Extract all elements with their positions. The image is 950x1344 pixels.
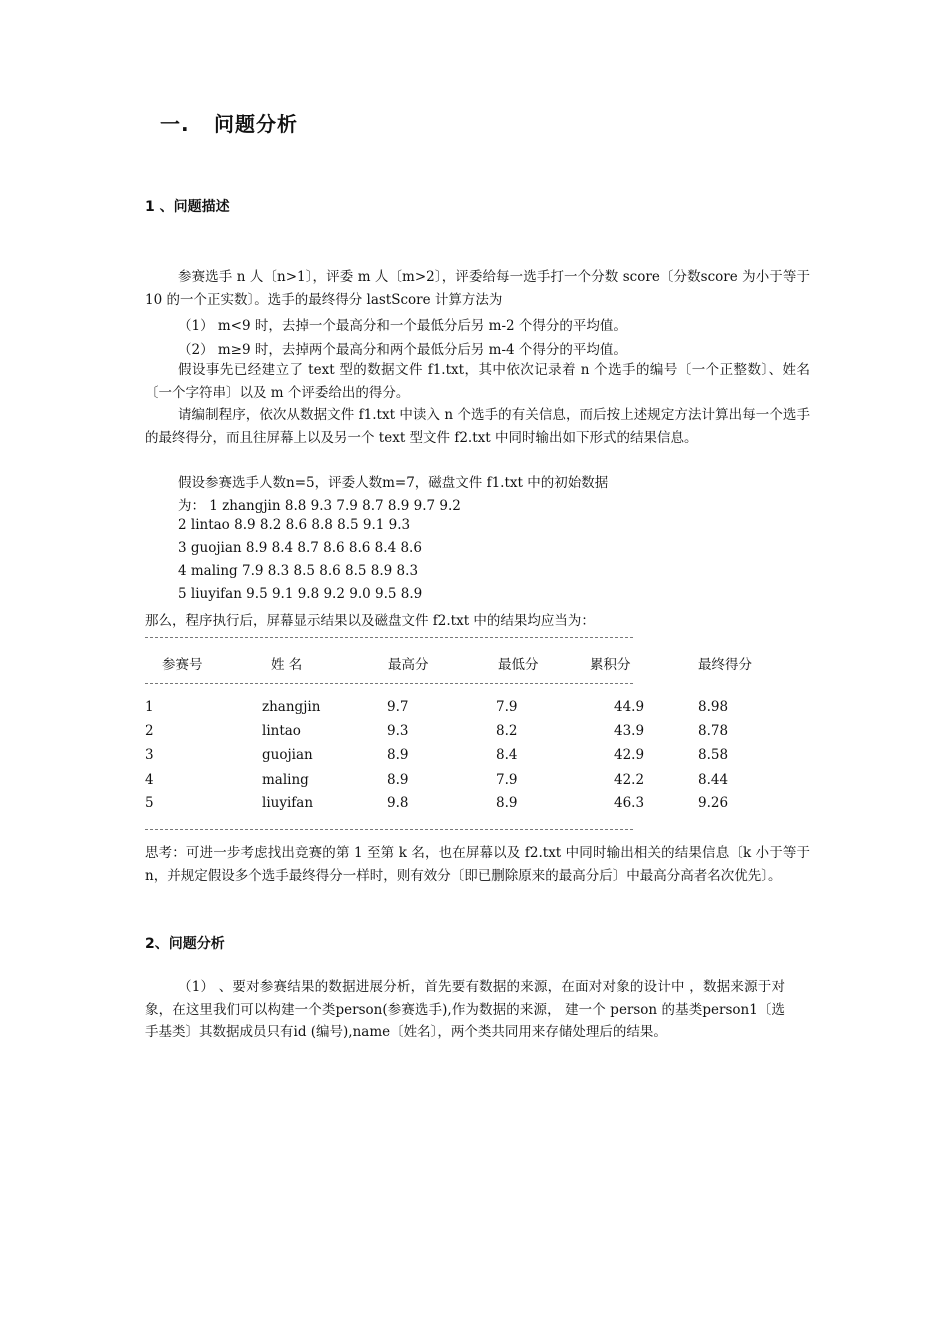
think-paragraph: 思考：可进一步考虑找出竞赛的第 1 至第 k 名，也在屏幕以及 f2.txt 中同时输出相关的结果信息〔k 小于等于 n，并规定假设多个选手最终得分一样时，则有效分〔即已删除原来的最高分后〕中最高分高者名次优先〕。 [145, 845, 810, 884]
table-divider-bottom [145, 829, 633, 830]
table-cell: 8.2 [496, 723, 518, 739]
table-divider-top [145, 637, 633, 638]
section-heading [160, 108, 298, 137]
table-cell: 9.8 [387, 795, 409, 811]
table-cell: 1 [145, 699, 154, 715]
table-cell: 46.3 [614, 795, 645, 811]
table-cell: 8.98 [698, 699, 729, 715]
data-line: 4 maling 7.9 8.3 8.5 8.6 8.5 8.9 8.3 [178, 563, 419, 579]
data-line: 3 guojian 8.9 8.4 8.7 8.6 8.6 8.4 8.6 [178, 540, 422, 556]
table-header: 姓 名 [271, 657, 303, 673]
subsection-title-analysis: 2、问题分析 [145, 936, 225, 952]
table-cell: 42.2 [614, 772, 645, 788]
data-line: 2 lintao 8.9 8.2 8.6 8.8 8.5 9.1 9.3 [178, 517, 411, 533]
table-cell: 42.9 [614, 747, 645, 763]
subsection-title-description: 1 、问题描述 [145, 199, 230, 215]
table-cell: 8.4 [496, 747, 518, 763]
table-cell: guojian [262, 747, 313, 763]
table-cell: 8.58 [698, 747, 729, 763]
table-cell: 3 [145, 747, 154, 763]
problem-paragraph-3: 请编制程序，依次从数据文件 f1.txt 中读入 n 个选手的有关信息，而后按上述规定方法计算出每一个选手的最终得分，而且往屏幕上以及另一个 text 型文件 f2.txt 中同时输出如下形式的结果信息。 [145, 407, 810, 446]
problem-paragraph-1: 参赛选手 n 人〔n>1〕，评委 m 人〔m>2〕，评委给每一选手打一个分数 score〔分数score 为小于等于 10 的一个正实数〕。选手的最终得分 lastScore 计算方法为 [145, 269, 810, 308]
table-header: 最低分 [498, 657, 539, 673]
table-cell: 8.78 [698, 723, 729, 739]
table-cell: 8.9 [496, 795, 518, 811]
table-cell: 5 [145, 795, 154, 811]
table-header: 最高分 [388, 657, 429, 673]
table-cell: liuyifan [262, 795, 314, 811]
table-cell: 9.7 [387, 699, 409, 715]
data-line: 5 liuyifan 9.5 9.1 9.8 9.2 9.0 9.5 8.9 [178, 586, 423, 602]
table-cell: 8.9 [387, 747, 409, 763]
section-title: 问题分析 [214, 112, 298, 136]
problem-paragraph-4: 假设参赛选手人数n=5，评委人数m=7，磁盘文件 f1.txt 中的初始数据 [178, 475, 609, 491]
table-cell: 2 [145, 723, 154, 739]
rule-line-2: （2） m≥9 时，去掉两个最高分和两个最低分后另 m-4 个得分的平均值。 [178, 342, 627, 358]
table-cell: 8.9 [387, 772, 409, 788]
rule-line-1: （1） m<9 时，去掉一个最高分和一个最低分后另 m-2 个得分的平均值。 [178, 318, 627, 334]
table-cell: 8.44 [698, 772, 729, 788]
table-cell: zhangjin [262, 699, 321, 715]
table-cell: 7.9 [496, 772, 518, 788]
table-cell: 43.9 [614, 723, 645, 739]
problem-paragraph-2: 假设事先已经建立了 text 型的数据文件 f1.txt，其中依次记录着 n 个选手的编号〔一个正整数〕、姓名〔一个字符串〕以及 m 个评委给出的得分。 [145, 362, 810, 401]
analysis-paragraph: （1） 、要对参赛结果的数据进展分析，首先要有数据的来源，在面对对象的设计中 ，数据来源于对象，在这里我们可以构建一个类person(参赛选手),作为数据的来源， 建一个 person 的基类person1〔选手基类〕其数据成员只有id (编号),name〔姓名〕，两个类共同用来存储处理后的结果。 [145, 979, 785, 1040]
table-cell: 9.26 [698, 795, 729, 811]
table-header: 最终得分 [698, 657, 752, 673]
table-cell: lintao [262, 723, 301, 739]
table-divider-header [145, 683, 633, 684]
table-header: 累积分 [590, 657, 631, 673]
section-number: 一. [160, 112, 190, 136]
result-intro: 那么，程序执行后，屏幕显示结果以及磁盘文件 f2.txt 中的结果均应当为： [145, 613, 595, 629]
table-cell: 44.9 [614, 699, 645, 715]
table-cell: 7.9 [496, 699, 518, 715]
table-header: 参赛号 [162, 657, 203, 673]
data-line: 为： 1 zhangjin 8.8 9.3 7.9 8.7 8.9 9.7 9.2 [178, 498, 461, 514]
table-cell: maling [262, 772, 309, 788]
table-cell: 9.3 [387, 723, 409, 739]
table-cell: 4 [145, 772, 154, 788]
